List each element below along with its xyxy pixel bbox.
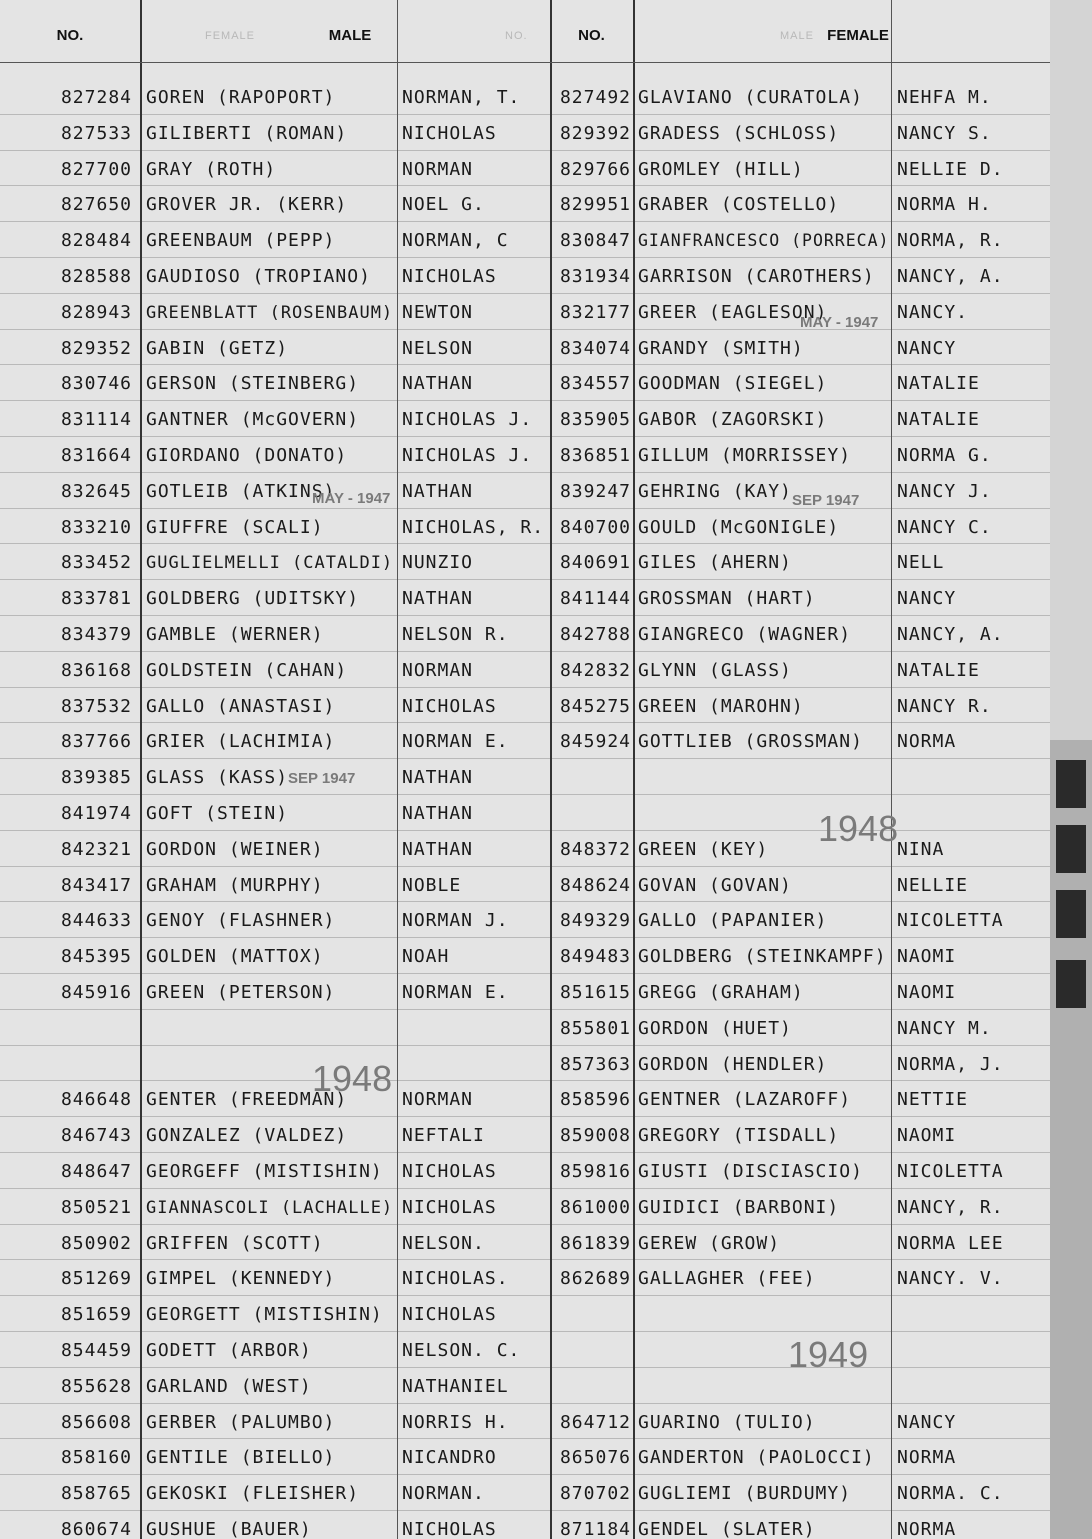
female-entry-given-name [897, 1297, 1047, 1333]
male-entry-given-name: NATHAN [402, 838, 474, 860]
female-entry-surname: GEREW (GROW) [638, 1232, 781, 1254]
male-entry-number [8, 1047, 132, 1083]
female-entry-surname: GLAVIANO (CURATOLA) [638, 87, 863, 108]
female-entry-given-name: NATALIE [897, 659, 980, 681]
male-entry-number: 842321 [60, 838, 132, 860]
male-entry-surname: GRAHAM (MURPHY) [146, 874, 324, 896]
female-entry-surname: GOVAN (GOVAN) [638, 874, 792, 896]
male-entry-number [8, 1011, 132, 1047]
male-entry-number: 837766 [60, 731, 132, 753]
female-entry-surname: GRADESS (SCHLOSS) [638, 122, 840, 144]
male-entry-surname: GREENBLATT (ROSENBAUM) [146, 302, 394, 323]
male-entry-surname: GERBER (PALUMBO) [146, 1411, 336, 1433]
male-entry-surname: GREEN (PETERSON) [146, 982, 336, 1003]
ghost-header-no: NO. [505, 30, 528, 42]
female-entry-given-name: NATALIE [897, 373, 980, 395]
female-entry-surname: GORDON (HENDLER) [638, 1053, 828, 1075]
male-entry-given-name: NICHOLAS [402, 266, 497, 287]
male-entry-number: 846743 [60, 1125, 132, 1147]
male-entry-given-name: NELSON. C. [402, 1340, 521, 1361]
female-entry-number: 857363 [559, 1053, 631, 1075]
male-entry-number: 848647 [60, 1161, 132, 1182]
male-entry-given-name: NATHAN [402, 373, 474, 395]
female-entry-given-name [897, 1333, 1047, 1369]
female-entry-number: 859816 [559, 1161, 631, 1182]
female-entry-given-name: NORMA. C. [897, 1483, 1004, 1505]
female-entry-given-name: NANCY S. [897, 122, 992, 144]
male-entry-number: 829352 [60, 337, 132, 359]
male-entry-number: 856608 [60, 1411, 132, 1433]
male-entry-surname: GEORGETT (MISTISHIN) [146, 1304, 383, 1326]
female-entry-surname: GOTTLIEB (GROSSMAN) [638, 731, 863, 753]
female-entry-given-name: NAOMI [897, 982, 957, 1003]
male-entry-given-name: NICHOLAS, R. [402, 516, 545, 538]
female-entry-surname: GALLAGHER (FEE) [638, 1268, 816, 1290]
male-entry-surname: GOREN (RAPOPORT) [146, 87, 336, 108]
female-entry-given-name [897, 796, 1047, 832]
male-entry-surname: GONZALEZ (VALDEZ) [146, 1125, 348, 1147]
male-entry-given-name: NELSON. [402, 1232, 485, 1254]
header-male: MALE [328, 26, 372, 44]
column-divider [633, 0, 635, 1539]
female-entry-number: 870702 [559, 1483, 631, 1505]
column-divider [140, 0, 142, 1539]
female-entry-number: 858596 [559, 1089, 631, 1111]
female-entry-given-name: NANCY R. [897, 695, 992, 717]
male-entry-number: 846648 [60, 1089, 132, 1111]
male-entry-surname: GIUFFRE (SCALI) [146, 516, 324, 538]
female-entry-number: 861839 [559, 1232, 631, 1254]
male-entry-surname: GIMPEL (KENNEDY) [146, 1268, 336, 1290]
male-entry-given-name: NATHANIEL [402, 1375, 509, 1397]
female-entry-number [551, 796, 631, 832]
male-entry-surname: GARLAND (WEST) [146, 1375, 312, 1397]
male-entry-given-name: NICHOLAS [402, 1304, 497, 1326]
male-entry-number: 833452 [60, 552, 132, 574]
male-entry-number: 841974 [60, 803, 132, 824]
male-entry-surname: GILIBERTI (ROMAN) [146, 122, 348, 144]
male-entry-given-name: NICHOLAS [402, 695, 497, 717]
male-entry-surname: GEKOSKI (FLEISHER) [146, 1483, 360, 1505]
male-entry-given-name: NORMAN [402, 1089, 474, 1111]
female-entry-given-name: NANCY [897, 1411, 957, 1433]
male-entry-surname: GEORGEFF (MISTISHIN) [146, 1161, 383, 1182]
female-entry-given-name: NORMA, J. [897, 1053, 1004, 1075]
female-entry-number [551, 1333, 631, 1369]
female-entry-given-name: NORMA G. [897, 445, 992, 466]
female-entry-surname [638, 1297, 890, 1333]
male-entry-given-name: NICANDRO [402, 1447, 497, 1469]
male-entry-surname: GUGLIELMELLI (CATALDI) [146, 553, 394, 574]
male-entry-number: 860674 [60, 1519, 132, 1539]
male-entry-number: 851269 [60, 1268, 132, 1290]
female-entry-surname: GENDEL (SLATER) [638, 1519, 816, 1539]
female-entry-surname: GUARINO (TULIO) [638, 1411, 816, 1433]
female-entry-number: 831934 [559, 266, 631, 287]
male-entry-given-name: NATHAN [402, 480, 474, 502]
female-entry-given-name: NICOLETTA [897, 1161, 1004, 1182]
male-entry-number: 850902 [60, 1232, 132, 1254]
male-entry-given-name: NORMAN [402, 158, 474, 180]
female-entry-surname: GENTNER (LAZAROFF) [638, 1089, 852, 1111]
female-entry-number: 829392 [559, 122, 631, 144]
female-entry-given-name: NANCY C. [897, 516, 992, 538]
page-tab [1056, 960, 1086, 1008]
year-stamp: 1949 [788, 1334, 869, 1375]
year-stamp: 1948 [312, 1058, 393, 1099]
ghost-header-male: MALE [780, 30, 814, 42]
female-entry-given-name: NORMA [897, 1447, 957, 1469]
male-entry-given-name: NOBLE [402, 874, 462, 896]
female-entry-number: 848372 [559, 838, 631, 860]
male-entry-surname: GENOY (FLASHNER) [146, 910, 336, 932]
male-entry-given-name: NUNZIO [402, 552, 474, 574]
female-entry-surname: GABOR (ZAGORSKI) [638, 409, 828, 431]
male-entry-given-name: NICHOLAS J. [402, 445, 533, 466]
female-entry-surname: GIUSTI (DISCIASCIO) [638, 1161, 863, 1182]
male-entry-number: 858160 [60, 1447, 132, 1469]
header-no-male: NO. [56, 26, 84, 44]
female-entry-given-name: NELL [897, 552, 945, 574]
male-entry-number: 828588 [60, 266, 132, 287]
male-entry-surname: GUSHUE (BAUER) [146, 1519, 312, 1539]
male-entry-surname: GIANNASCOLI (LACHALLE) [146, 1197, 394, 1218]
male-entry-given-name: NATHAN [402, 588, 474, 610]
female-entry-surname: GANDERTON (PAOLOCCI) [638, 1447, 875, 1469]
female-entry-surname: GREEN (KEY) [638, 838, 769, 860]
date-stamp: MAY - 1947 [800, 314, 879, 331]
female-entry-given-name: NORMA, R. [897, 230, 1004, 252]
female-entry-number: 862689 [559, 1268, 631, 1290]
female-entry-given-name: NEHFA M. [897, 87, 992, 108]
male-entry-number: 844633 [60, 910, 132, 932]
male-entry-surname: GOFT (STEIN) [146, 803, 289, 824]
male-entry-number: 833210 [60, 516, 132, 538]
female-entry-given-name: NINA [897, 838, 945, 860]
male-entry-given-name: NELSON [402, 337, 474, 359]
female-entry-given-name: NANCY, A. [897, 624, 1004, 645]
female-entry-surname: GEHRING (KAY) [638, 480, 792, 502]
year-stamp: 1948 [818, 808, 899, 849]
female-entry-number: 834074 [559, 337, 631, 359]
header-rule [0, 62, 1050, 63]
female-entry-number: 849483 [559, 946, 631, 968]
female-entry-surname: GROSSMAN (HART) [638, 588, 816, 610]
female-entry-number: 827492 [559, 87, 631, 108]
female-entry-number: 845275 [559, 695, 631, 717]
male-entry-number: 839385 [60, 767, 132, 789]
female-entry-number: 839247 [559, 480, 631, 502]
female-entry-number: 871184 [559, 1519, 631, 1539]
page-tab [1056, 890, 1086, 938]
male-entry-surname: GORDON (WEINER) [146, 838, 324, 860]
male-entry-given-name: NICHOLAS [402, 1519, 497, 1539]
male-entry-given-name: NORMAN E. [402, 731, 509, 753]
male-entry-given-name: NORMAN. [402, 1483, 485, 1505]
male-entry-surname: GRIFFEN (SCOTT) [146, 1232, 324, 1254]
male-entry-surname: GENTER (FREEDMAN) [146, 1089, 348, 1111]
male-entry-given-name: NORRIS H. [402, 1411, 509, 1433]
date-stamp: MAY - 1947 [312, 490, 391, 507]
female-entry-surname: GREER (EAGLESON) [638, 301, 828, 323]
header-no-female: NO. [578, 26, 605, 44]
male-entry-given-name: NORMAN J. [402, 910, 509, 932]
male-entry-surname: GIORDANO (DONATO) [146, 445, 348, 466]
male-entry-surname: GRIER (LACHIMIA) [146, 731, 336, 753]
female-entry-given-name: NORMA [897, 1519, 957, 1539]
female-entry-number: 834557 [559, 373, 631, 395]
female-entry-surname: GUIDICI (BARBONI) [638, 1196, 840, 1218]
female-entry-number: 855801 [559, 1017, 631, 1039]
female-entry-surname: GRABER (COSTELLO) [638, 194, 840, 216]
female-entry-number: 842832 [559, 659, 631, 681]
female-entry-given-name: NELLIE [897, 874, 969, 896]
date-stamp: SEP 1947 [792, 492, 860, 509]
female-entry-surname: GOLDBERG (STEINKAMPF) [638, 946, 887, 968]
female-entry-surname: GILLUM (MORRISSEY) [638, 445, 852, 466]
male-entry-given-name: NICHOLAS [402, 1196, 497, 1218]
male-entry-number: 831114 [60, 409, 132, 431]
female-entry-surname: GLYNN (GLASS) [638, 659, 792, 681]
male-entry-surname: GOLDSTEIN (CAHAN) [146, 659, 348, 681]
female-entry-number: 849329 [559, 910, 631, 932]
female-entry-number: 865076 [559, 1447, 631, 1469]
male-entry-surname: GAMBLE (WERNER) [146, 624, 324, 645]
female-entry-given-name: NANCY [897, 337, 957, 359]
male-entry-surname: GERSON (STEINBERG) [146, 373, 360, 395]
male-entry-number: 827650 [60, 194, 132, 216]
female-entry-number: 840691 [559, 552, 631, 574]
male-entry-number: 855628 [60, 1375, 132, 1397]
male-entry-surname: GOTLEIB (ATKINS) [146, 480, 336, 502]
male-entry-given-name [402, 1011, 548, 1047]
female-entry-number: 840700 [559, 516, 631, 538]
ghost-header-female: FEMALE [205, 30, 256, 42]
female-entry-given-name: NANCY J. [897, 480, 992, 502]
male-entry-number: 843417 [60, 874, 132, 896]
female-entry-surname: GIANGRECO (WAGNER) [638, 624, 852, 645]
male-entry-given-name: NELSON R. [402, 624, 509, 645]
female-entry-surname: GALLO (PAPANIER) [638, 910, 828, 932]
male-entry-number: 845916 [60, 982, 132, 1003]
male-entry-number: 837532 [60, 695, 132, 717]
male-entry-number: 832645 [60, 480, 132, 502]
male-entry-number: 831664 [60, 445, 132, 466]
male-entry-given-name: NATHAN [402, 767, 474, 789]
male-entry-given-name: NICHOLAS [402, 1161, 497, 1182]
female-entry-given-name: NANCY, A. [897, 266, 1004, 287]
male-entry-given-name: NOAH [402, 946, 450, 968]
male-entry-number: 827700 [60, 158, 132, 180]
male-entry-given-name: NORMAN E. [402, 982, 509, 1003]
header-female: FEMALE [827, 26, 889, 44]
female-entry-number: 830847 [559, 230, 631, 252]
male-entry-number: 828943 [60, 301, 132, 323]
female-entry-number: 829766 [559, 158, 631, 180]
female-entry-given-name: NETTIE [897, 1089, 969, 1111]
male-entry-number: 858765 [60, 1483, 132, 1505]
male-entry-surname [146, 1011, 396, 1047]
female-entry-number [551, 760, 631, 796]
female-entry-given-name: NORMA [897, 731, 957, 753]
male-entry-surname: GOLDBERG (UDITSKY) [146, 588, 360, 610]
male-entry-number: 834379 [60, 624, 132, 645]
male-entry-given-name [402, 1047, 548, 1083]
male-entry-number: 828484 [60, 230, 132, 252]
page-tab [1056, 760, 1086, 808]
female-entry-number: 841144 [559, 588, 631, 610]
male-entry-surname: GRAY (ROTH) [146, 158, 277, 180]
female-entry-given-name: NICOLETTA [897, 910, 1004, 932]
female-entry-surname: GARRISON (CAROTHERS) [638, 266, 875, 287]
female-entry-surname: GROMLEY (HILL) [638, 158, 804, 180]
male-entry-number: 836168 [60, 659, 132, 681]
female-entry-given-name [897, 760, 1047, 796]
female-entry-number: 859008 [559, 1125, 631, 1147]
male-entry-given-name: NOEL G. [402, 194, 485, 216]
female-entry-number: 835905 [559, 409, 631, 431]
male-entry-given-name: NORMAN [402, 659, 474, 681]
male-entry-surname: GANTNER (McGOVERN) [146, 409, 360, 431]
male-entry-surname: GREENBAUM (PEPP) [146, 230, 336, 252]
male-entry-number: 827284 [60, 87, 132, 108]
column-divider [891, 0, 892, 1539]
male-entry-given-name: NICHOLAS [402, 122, 497, 144]
male-entry-number: 850521 [60, 1196, 132, 1218]
male-entry-number: 830746 [60, 373, 132, 395]
male-entry-number: 845395 [60, 946, 132, 968]
female-entry-given-name: NORMA H. [897, 194, 992, 216]
column-divider [397, 0, 398, 1539]
female-entry-given-name [897, 1369, 1047, 1405]
male-entry-number: 833781 [60, 588, 132, 610]
female-entry-surname: GOULD (McGONIGLE) [638, 516, 840, 538]
male-entry-given-name: NICHOLAS. [402, 1268, 509, 1290]
female-entry-surname: GORDON (HUET) [638, 1017, 792, 1039]
female-entry-given-name: NAOMI [897, 946, 957, 968]
female-entry-given-name: NORMA LEE [897, 1232, 1004, 1254]
female-entry-number [551, 1369, 631, 1405]
male-entry-surname: GLASS (KASS) [146, 767, 289, 789]
female-entry-surname [638, 760, 890, 796]
female-entry-number: 829951 [559, 194, 631, 216]
male-entry-surname: GENTILE (BIELLO) [146, 1447, 336, 1469]
female-entry-surname: GIANFRANCESCO (PORRECA) [638, 231, 890, 251]
male-entry-given-name: NICHOLAS J. [402, 409, 533, 431]
male-entry-given-name: NORMAN, C [402, 230, 509, 252]
female-entry-number: 836851 [559, 445, 631, 466]
female-entry-number: 845924 [559, 731, 631, 753]
female-entry-number: 832177 [559, 301, 631, 323]
female-entry-number: 864712 [559, 1411, 631, 1433]
male-entry-given-name: NEWTON [402, 301, 474, 323]
male-entry-surname: GALLO (ANASTASI) [146, 695, 336, 717]
male-entry-given-name: NATHAN [402, 803, 474, 824]
male-entry-given-name: NORMAN, T. [402, 87, 521, 108]
female-entry-given-name: NAOMI [897, 1125, 957, 1147]
page-tab [1056, 825, 1086, 873]
female-entry-given-name: NELLIE D. [897, 158, 1004, 180]
male-entry-surname: GAUDIOSO (TROPIANO) [146, 266, 371, 287]
male-entry-number: 827533 [60, 122, 132, 144]
female-entry-number [551, 1297, 631, 1333]
female-entry-surname: GUGLIEMI (BURDUMY) [638, 1483, 852, 1505]
female-entry-given-name: NANCY. V. [897, 1268, 1004, 1290]
male-entry-surname: GABIN (GETZ) [146, 337, 289, 359]
female-entry-number: 861000 [559, 1196, 631, 1218]
female-entry-given-name: NANCY M. [897, 1017, 992, 1039]
female-entry-given-name: NATALIE [897, 409, 980, 431]
female-entry-given-name: NANCY, R. [897, 1196, 1004, 1218]
female-entry-given-name: NANCY [897, 588, 957, 610]
male-entry-surname: GODETT (ARBOR) [146, 1340, 312, 1361]
male-entry-given-name: NEFTALI [402, 1125, 485, 1147]
male-entry-number: 854459 [60, 1340, 132, 1361]
female-entry-number: 851615 [559, 982, 631, 1003]
female-entry-surname: GOODMAN (SIEGEL) [638, 373, 828, 395]
female-entry-surname: GREGORY (TISDALL) [638, 1125, 840, 1147]
male-entry-number: 851659 [60, 1304, 132, 1326]
male-entry-surname: GOLDEN (MATTOX) [146, 946, 324, 968]
female-entry-surname: GREGG (GRAHAM) [638, 982, 804, 1003]
female-entry-surname: GREEN (MAROHN) [638, 695, 804, 717]
date-stamp: SEP 1947 [288, 770, 356, 787]
female-entry-number: 848624 [559, 874, 631, 896]
female-entry-given-name: NANCY. [897, 301, 969, 323]
female-entry-surname: GRANDY (SMITH) [638, 337, 804, 359]
female-entry-surname: GILES (AHERN) [638, 552, 792, 574]
male-entry-surname: GROVER JR. (KERR) [146, 194, 348, 216]
female-entry-number: 842788 [559, 624, 631, 645]
